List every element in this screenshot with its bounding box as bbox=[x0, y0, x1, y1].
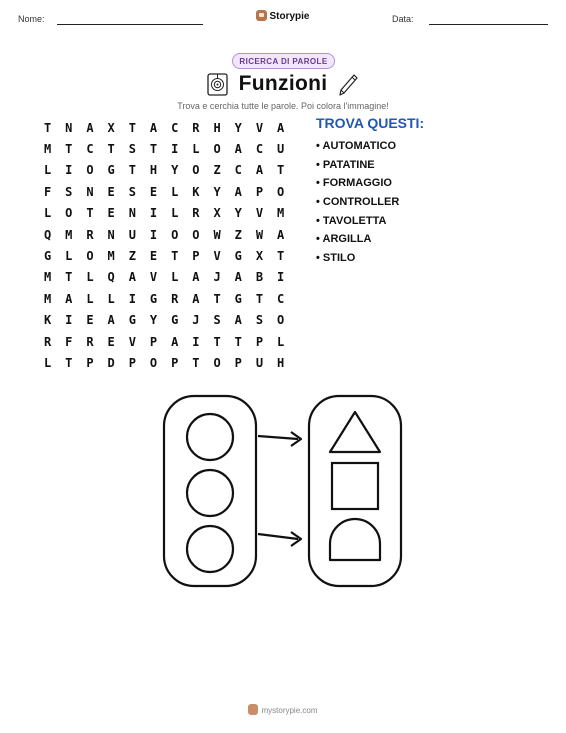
grid-letter[interactable]: F bbox=[43, 184, 52, 199]
activity-badge: RICERCA DI PAROLE bbox=[232, 53, 335, 69]
word-list-item: • STILO bbox=[316, 252, 356, 265]
grid-letter[interactable]: S bbox=[128, 142, 136, 157]
grid-letter[interactable]: R bbox=[86, 227, 94, 242]
grid-letter[interactable]: L bbox=[171, 270, 179, 285]
grid-letter[interactable]: O bbox=[213, 355, 221, 370]
grid-letter[interactable]: T bbox=[128, 163, 136, 178]
grid-letter[interactable]: X bbox=[107, 120, 115, 135]
grid-letter[interactable]: E bbox=[107, 206, 115, 221]
grid-letter[interactable]: P bbox=[171, 355, 179, 370]
grid-letter[interactable]: O bbox=[86, 163, 94, 178]
instructions: Trova e cerchia tutte le parole. Poi colora l'immagine! bbox=[177, 101, 389, 111]
grid-letter[interactable]: T bbox=[213, 334, 221, 349]
grid-letter[interactable]: L bbox=[277, 334, 285, 349]
grid-letter[interactable]: A bbox=[192, 270, 200, 285]
brand-header bbox=[0, 10, 566, 22]
grid-letter[interactable]: P bbox=[255, 334, 264, 349]
grid-letter[interactable]: I bbox=[149, 206, 158, 221]
grid-letter[interactable]: Y bbox=[171, 163, 179, 178]
grid-letter[interactable]: A bbox=[107, 313, 115, 328]
circle-shape bbox=[187, 414, 233, 460]
word-list-item: • FORMAGGIO bbox=[316, 177, 392, 190]
circle-shape bbox=[187, 526, 233, 572]
grid-letter[interactable]: P bbox=[128, 355, 136, 370]
circle-shape bbox=[187, 470, 233, 516]
grid-letter[interactable]: B bbox=[255, 270, 264, 285]
grid-letter[interactable]: A bbox=[234, 313, 242, 328]
grid-letter[interactable]: T bbox=[277, 249, 285, 264]
grid-letter[interactable]: X bbox=[213, 206, 221, 221]
date-label: Data: bbox=[392, 14, 414, 24]
grid-letter[interactable]: P bbox=[234, 355, 242, 370]
grid-letter[interactable]: A bbox=[86, 120, 94, 135]
grid-letter[interactable]: Z bbox=[234, 227, 242, 242]
grid-letter[interactable]: G bbox=[234, 249, 242, 264]
grid-letter[interactable]: R bbox=[171, 291, 179, 306]
grid-letter[interactable]: N bbox=[128, 206, 136, 221]
storypie-logo-icon bbox=[248, 704, 258, 715]
grid-letter[interactable]: A bbox=[128, 270, 136, 285]
grid-letter[interactable]: G bbox=[171, 313, 179, 328]
grid-letter[interactable]: Y bbox=[234, 120, 242, 135]
grid-letter[interactable]: F bbox=[65, 334, 73, 349]
grid-letter[interactable]: K bbox=[192, 184, 200, 199]
grid-letter[interactable]: T bbox=[277, 163, 285, 178]
grid-letter[interactable]: T bbox=[43, 120, 52, 135]
grid-letter[interactable]: Q bbox=[107, 270, 115, 285]
grid-letter[interactable]: P bbox=[86, 355, 94, 370]
grid-letter[interactable]: N bbox=[107, 227, 115, 242]
grid-letter[interactable]: G bbox=[43, 249, 52, 264]
grid-letter[interactable]: P bbox=[149, 334, 158, 349]
grid-letter[interactable]: U bbox=[255, 355, 264, 370]
grid-letter[interactable]: O bbox=[149, 355, 158, 370]
grid-letter[interactable]: J bbox=[192, 313, 200, 328]
arrow-icon bbox=[258, 436, 298, 439]
grid-letter[interactable]: D bbox=[107, 355, 115, 370]
grid-letter[interactable]: T bbox=[65, 270, 73, 285]
grid-letter[interactable]: Z bbox=[213, 163, 221, 178]
grid-letter[interactable]: A bbox=[277, 120, 285, 135]
grid-letter[interactable]: O bbox=[277, 184, 285, 199]
grid-letter[interactable]: A bbox=[192, 291, 200, 306]
grid-letter[interactable]: M bbox=[65, 227, 73, 242]
grid-letter[interactable]: A bbox=[234, 142, 242, 157]
grid-letter[interactable]: T bbox=[255, 291, 264, 306]
grid-letter[interactable]: V bbox=[149, 270, 158, 285]
word-list-item: • ARGILLA bbox=[316, 233, 372, 246]
word-list-item: • PATATINE bbox=[316, 158, 375, 171]
grid-letter[interactable]: R bbox=[86, 334, 94, 349]
page-title: Funzioni bbox=[238, 72, 328, 95]
footer bbox=[0, 704, 566, 715]
grid-letter[interactable]: H bbox=[277, 355, 285, 370]
grid-letter[interactable]: G bbox=[107, 163, 115, 178]
grid-letter[interactable]: A bbox=[255, 163, 264, 178]
date-line[interactable] bbox=[429, 24, 548, 25]
grid-letter[interactable]: I bbox=[65, 163, 73, 178]
grid-letter[interactable]: L bbox=[86, 291, 94, 306]
grid-letter[interactable]: C bbox=[277, 291, 285, 306]
grid-letter[interactable]: M bbox=[43, 291, 52, 306]
grid-letter[interactable]: O bbox=[192, 227, 200, 242]
grid-letter[interactable]: E bbox=[107, 334, 115, 349]
grid-letter[interactable]: A bbox=[171, 334, 179, 349]
word-list-item: • TAVOLETTA bbox=[316, 214, 387, 227]
grid-letter[interactable]: M bbox=[277, 206, 285, 221]
grid-letter[interactable]: E bbox=[107, 184, 115, 199]
grid-letter[interactable]: I bbox=[171, 142, 179, 157]
grid-letter[interactable]: M bbox=[107, 249, 115, 264]
grid-letter[interactable]: L bbox=[86, 270, 94, 285]
grid-letter[interactable]: R bbox=[43, 334, 52, 349]
grid-letter[interactable]: T bbox=[65, 355, 73, 370]
word-list bbox=[316, 137, 399, 268]
grid-letter[interactable]: O bbox=[65, 206, 73, 221]
grid-letter[interactable]: L bbox=[43, 163, 52, 178]
grid-letter[interactable]: T bbox=[149, 142, 158, 157]
storypie-logo-icon bbox=[256, 10, 267, 21]
grid-letter[interactable]: Y bbox=[213, 184, 221, 199]
grid-letter[interactable]: M bbox=[43, 142, 52, 157]
grid-letter[interactable]: M bbox=[43, 270, 52, 285]
grid-letter[interactable]: T bbox=[128, 120, 136, 135]
grid-letter[interactable]: I bbox=[65, 313, 73, 328]
grid-letter[interactable]: O bbox=[86, 249, 94, 264]
grid-letter[interactable]: L bbox=[171, 206, 179, 221]
grid-letter[interactable]: L bbox=[43, 206, 52, 221]
grid-letter[interactable]: L bbox=[65, 249, 73, 264]
grid-letter[interactable]: L bbox=[192, 142, 200, 157]
grid-letter[interactable]: T bbox=[213, 291, 221, 306]
grid-letter[interactable]: K bbox=[43, 313, 52, 328]
grid-letter[interactable]: I bbox=[149, 227, 158, 242]
grid-letter[interactable]: C bbox=[171, 120, 179, 135]
grid-letter[interactable]: I bbox=[128, 291, 136, 306]
grid-letter[interactable]: P bbox=[192, 249, 200, 264]
grid-letter[interactable]: V bbox=[255, 120, 264, 135]
grid-letter[interactable]: X bbox=[255, 249, 264, 264]
grid-letter[interactable]: V bbox=[128, 334, 136, 349]
grid-letter[interactable]: T bbox=[86, 206, 94, 221]
grid-letter[interactable]: N bbox=[86, 184, 94, 199]
grid-letter[interactable]: C bbox=[86, 142, 94, 157]
arrow-icon bbox=[258, 534, 298, 539]
pencil-icon bbox=[337, 73, 359, 97]
grid-letter[interactable]: O bbox=[192, 163, 200, 178]
grid-letter[interactable]: H bbox=[149, 163, 158, 178]
grid-letter[interactable]: O bbox=[171, 227, 179, 242]
grid-letter[interactable]: A bbox=[234, 270, 242, 285]
grid-letter[interactable]: A bbox=[65, 291, 73, 306]
grid-letter[interactable]: I bbox=[277, 270, 285, 285]
find-title: TROVA QUESTI: bbox=[316, 115, 425, 131]
grid-letter[interactable]: T bbox=[65, 142, 73, 157]
grid-letter[interactable]: R bbox=[192, 206, 200, 221]
grid-letter[interactable]: Y bbox=[149, 313, 158, 328]
grid-letter[interactable]: V bbox=[213, 249, 221, 264]
name-label: Nome: bbox=[18, 14, 45, 24]
grid-letter[interactable]: L bbox=[107, 291, 115, 306]
grid-letter[interactable]: Y bbox=[234, 206, 242, 221]
grid-letter[interactable]: Z bbox=[128, 249, 136, 264]
grid-letter[interactable]: L bbox=[171, 184, 179, 199]
grid-letter[interactable]: U bbox=[277, 142, 285, 157]
grid-letter[interactable]: G bbox=[128, 313, 136, 328]
semicircle-shape bbox=[330, 519, 380, 560]
word-search-grid bbox=[37, 117, 291, 374]
grid-letter[interactable]: R bbox=[192, 120, 200, 135]
grid-letter[interactable]: A bbox=[277, 227, 285, 242]
grid-letter[interactable]: E bbox=[149, 249, 158, 264]
grid-letter[interactable]: W bbox=[213, 227, 221, 242]
grid-letter[interactable]: G bbox=[149, 291, 158, 306]
coloring-illustration bbox=[160, 392, 406, 592]
grid-letter[interactable]: T bbox=[234, 334, 242, 349]
grid-letter[interactable]: L bbox=[43, 355, 52, 370]
grid-letter[interactable]: T bbox=[192, 355, 200, 370]
square-shape bbox=[332, 463, 378, 509]
word-list-item: • CONTROLLER bbox=[316, 196, 400, 209]
footer-url[interactable]: mystorypie.com bbox=[261, 706, 318, 715]
grid-letter[interactable]: J bbox=[213, 270, 221, 285]
grid-letter[interactable]: E bbox=[86, 313, 94, 328]
name-line[interactable] bbox=[57, 24, 203, 25]
grid-letter[interactable]: E bbox=[149, 184, 158, 199]
brand-name: Storypie bbox=[269, 11, 310, 22]
grid-letter[interactable]: S bbox=[128, 184, 136, 199]
grid-letter[interactable]: S bbox=[255, 313, 264, 328]
grid-letter[interactable]: H bbox=[213, 120, 221, 135]
grid-letter[interactable]: G bbox=[234, 291, 242, 306]
grid-letter[interactable]: O bbox=[213, 142, 221, 157]
grid-letter[interactable]: I bbox=[192, 334, 200, 349]
grid-letter[interactable]: P bbox=[255, 184, 264, 199]
grid-letter[interactable]: S bbox=[65, 184, 73, 199]
grid-letter[interactable]: T bbox=[107, 142, 115, 157]
grid-letter[interactable]: A bbox=[149, 120, 158, 135]
grid-letter[interactable]: O bbox=[277, 313, 285, 328]
grid-letter[interactable]: A bbox=[234, 184, 242, 199]
grid-letter[interactable]: Q bbox=[43, 227, 52, 242]
grid-letter[interactable]: T bbox=[171, 249, 179, 264]
grid-letter[interactable]: V bbox=[255, 206, 264, 221]
grid-letter[interactable]: N bbox=[65, 120, 73, 135]
grid-letter[interactable]: U bbox=[128, 227, 136, 242]
grid-letter[interactable]: C bbox=[234, 163, 242, 178]
word-list-item: • AUTOMATICO bbox=[316, 140, 397, 152]
grid-letter[interactable]: W bbox=[255, 227, 264, 242]
grid-letter[interactable]: C bbox=[255, 142, 264, 157]
grid-letter[interactable]: S bbox=[213, 313, 221, 328]
